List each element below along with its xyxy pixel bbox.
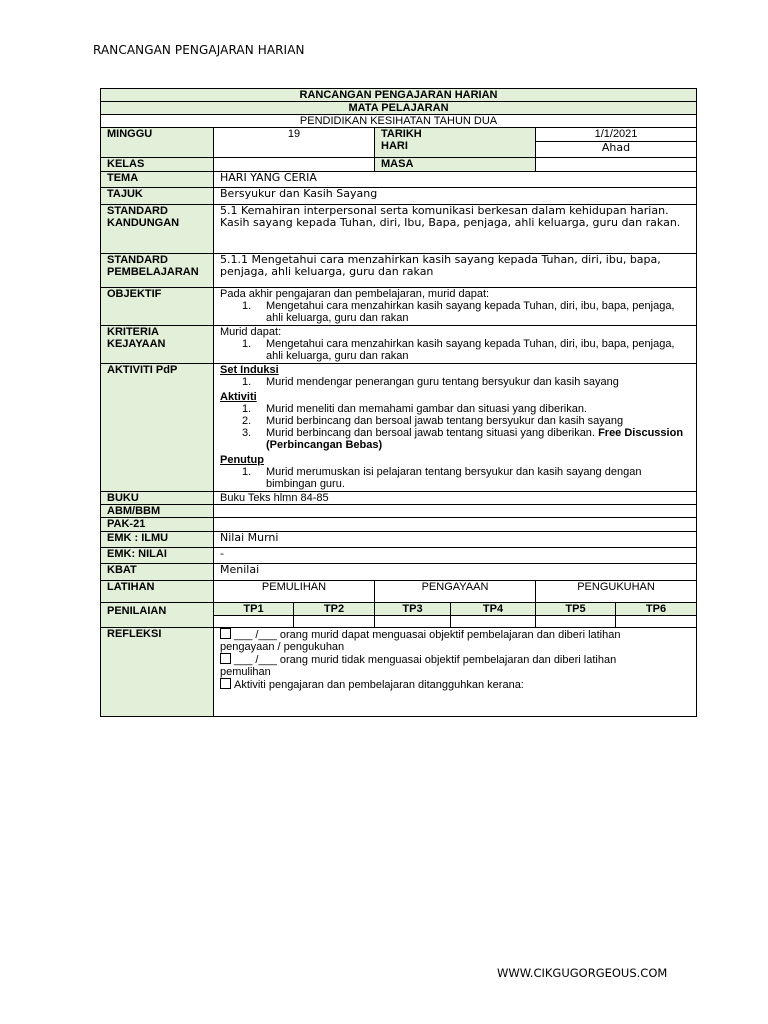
kriteria-intro: Murid dapat: <box>220 326 282 338</box>
kriteria-kejayaan-value <box>214 326 697 364</box>
buku-value: Buku Teks hlmn 84-85 <box>214 492 697 505</box>
list-item <box>220 300 690 324</box>
list-number: 3. <box>242 427 252 439</box>
tp4-header: TP4 <box>451 603 536 616</box>
list-text: Murid mendengar penerangan guru tentang bersyukur dan kasih sayang <box>266 376 619 388</box>
tajuk-value: Bersyukur dan Kasih Sayang <box>214 188 697 205</box>
tarikh-value: 1/1/2021 <box>536 128 697 142</box>
kelas-label: KELAS <box>101 158 214 172</box>
list-number: 1. <box>242 338 252 350</box>
objektif-intro: Pada akhir pengajaran dan pembelajaran, murid dapat: <box>220 288 490 300</box>
aktiviti-list <box>220 403 690 451</box>
penutup-title: Penutup <box>220 454 264 466</box>
list-number: 1. <box>242 300 252 312</box>
sk-label-line2: KANDUNGAN <box>107 217 180 229</box>
tp3-header: TP3 <box>375 603 451 616</box>
page-header: RANCANGAN PENGAJARAN HARIAN <box>93 43 305 57</box>
tarikh-label: TARIKH <box>381 128 422 140</box>
tarikh-hari-labels <box>375 128 536 158</box>
hari-label: HARI <box>381 140 408 152</box>
subject-value: PENDIDIKAN KESIHATAN TAHUN DUA <box>101 115 697 128</box>
list-text: Murid berbincang dan bersoal jawab tentang bersyukur dan kasih sayang <box>266 415 624 427</box>
penutup-list <box>220 466 690 490</box>
tp3-cell <box>375 616 451 628</box>
list-text: Murid berbincang dan bersoal jawab tentang situasi yang diberikan. <box>266 427 595 439</box>
list-text: Murid meneliti dan memahami gambar dan situasi yang diberikan. <box>266 403 587 415</box>
hari-value: Ahad <box>536 142 697 158</box>
sp-label-line1: STANDARD <box>107 254 168 266</box>
tp2-cell <box>294 616 375 628</box>
list-item <box>220 427 690 451</box>
penilaian-label: PENILAIAN <box>101 603 214 628</box>
minggu-label: MINGGU <box>101 128 214 158</box>
refleksi-text-1a: ___ /___ orang murid dapat menguasai objektif pembelajaran dan diberi latihan <box>234 629 621 641</box>
tp4-cell <box>451 616 536 628</box>
sp-label-line2: PEMBELAJARAN <box>107 266 199 278</box>
list-item <box>220 403 690 415</box>
minggu-value: 19 <box>214 128 375 158</box>
list-text: Mengetahui cara menzahirkan kasih sayang kepada Tuhan, diri, ibu, bapa, penjaga, ahli keluarga, guru dan rakan <box>266 300 675 324</box>
list-item <box>220 466 690 490</box>
kelas-value <box>214 158 375 172</box>
checkbox-icon[interactable] <box>220 653 231 664</box>
tp5-header: TP5 <box>536 603 616 616</box>
list-item <box>220 415 690 427</box>
objektif-label: OBJEKTIF <box>101 288 214 326</box>
kbat-value: Menilai <box>214 564 697 581</box>
emk-ilmu-value: Nilai Murni <box>214 532 697 548</box>
pak21-label: PAK-21 <box>101 518 214 532</box>
objektif-list <box>220 300 690 324</box>
masa-label: MASA <box>375 158 536 172</box>
list-text: Murid merumuskan isi pelajaran tentang bersyukur dan kasih sayang dengan bimbingan guru. <box>266 466 642 490</box>
table-title: RANCANGAN PENGAJARAN HARIAN <box>101 89 697 102</box>
set-induksi-title: Set Induksi <box>220 364 279 376</box>
list-item <box>220 338 690 362</box>
refleksi-text-2b: pemulihan <box>220 666 271 678</box>
refleksi-value <box>214 628 697 717</box>
tp1-header: TP1 <box>214 603 294 616</box>
objektif-value <box>214 288 697 326</box>
list-text-bold: Free Discussion (Perbincangan Bebas) <box>266 427 684 451</box>
kriteria-label-line2: KEJAYAAN <box>107 338 166 350</box>
set-induksi-list <box>220 376 690 388</box>
refleksi-text-3: Aktiviti pengajaran dan pembelajaran ditangguhkan kerana: <box>234 679 524 691</box>
emk-nilai-value: - <box>214 548 697 564</box>
tp6-header: TP6 <box>616 603 697 616</box>
kbat-label: KBAT <box>101 564 214 581</box>
list-number: 1. <box>242 403 252 415</box>
checkbox-icon[interactable] <box>220 678 231 689</box>
kriteria-kejayaan-label <box>101 326 214 364</box>
abm-value <box>214 505 697 518</box>
kriteria-label-line1: KRITERIA <box>107 326 159 338</box>
refleksi-text-1b: pengayaan / pengukuhan <box>220 641 345 653</box>
abm-label: ABM/BBM <box>101 505 214 518</box>
page-footer: WWW.CIKGUGORGEOUS.COM <box>497 966 668 980</box>
emk-nilai-label: EMK: NILAI <box>101 548 214 564</box>
latihan-pemulihan: PEMULIHAN <box>214 581 375 603</box>
tema-label: TEMA <box>101 172 214 188</box>
emk-ilmu-label: EMK : ILMU <box>101 532 214 548</box>
list-text: Mengetahui cara menzahirkan kasih sayang kepada Tuhan, diri, ibu, bapa, penjaga, ahli keluarga, guru dan rakan <box>266 338 675 362</box>
pak21-value <box>214 518 697 532</box>
latihan-pengayaan: PENGAYAAN <box>375 581 536 603</box>
masa-value <box>536 158 697 172</box>
tp1-cell <box>214 616 294 628</box>
tp2-header: TP2 <box>294 603 375 616</box>
aktiviti-title: Aktiviti <box>220 391 257 403</box>
subject-label: MATA PELAJARAN <box>101 102 697 115</box>
standard-pembelajaran-label <box>101 254 214 288</box>
refleksi-line-2 <box>220 653 690 666</box>
tp5-cell <box>536 616 616 628</box>
refleksi-line-3 <box>220 678 690 691</box>
standard-kandungan-value: 5.1 Kemahiran interpersonal serta komunikasi berkesan dalam kehidupan harian. Kasih sayang kepada Tuhan, diri, Ibu, Bapa, penjaga, ahli keluarga, guru dan rakan. <box>214 205 697 254</box>
tema-value: HARI YANG CERIA <box>214 172 697 188</box>
latihan-pengukuhan: PENGUKUHAN <box>536 581 697 603</box>
list-number: 2. <box>242 415 252 427</box>
checkbox-icon[interactable] <box>220 628 231 639</box>
sk-label-line1: STANDARD <box>107 205 168 217</box>
list-number: 1. <box>242 466 252 478</box>
standard-pembelajaran-value: 5.1.1 Mengetahui cara menzahirkan kasih sayang kepada Tuhan, diri, ibu, bapa, penjaga, ahli keluarga, guru dan rakan <box>214 254 697 288</box>
aktiviti-value <box>214 364 697 492</box>
tajuk-label: TAJUK <box>101 188 214 205</box>
refleksi-line-1 <box>220 628 690 641</box>
list-number: 1. <box>242 376 252 388</box>
refleksi-label: REFLEKSI <box>101 628 214 717</box>
tp6-cell <box>616 616 697 628</box>
kriteria-list <box>220 338 690 362</box>
list-item <box>220 376 690 388</box>
refleksi-text-2a: ___ /___ orang murid tidak menguasai objektif pembelajaran dan diberi latihan <box>234 654 617 666</box>
rph-table <box>100 88 697 717</box>
standard-kandungan-label <box>101 205 214 254</box>
latihan-label: LATIHAN <box>101 581 214 603</box>
buku-label: BUKU <box>101 492 214 505</box>
aktiviti-label: AKTIVITI PdP <box>101 364 214 492</box>
